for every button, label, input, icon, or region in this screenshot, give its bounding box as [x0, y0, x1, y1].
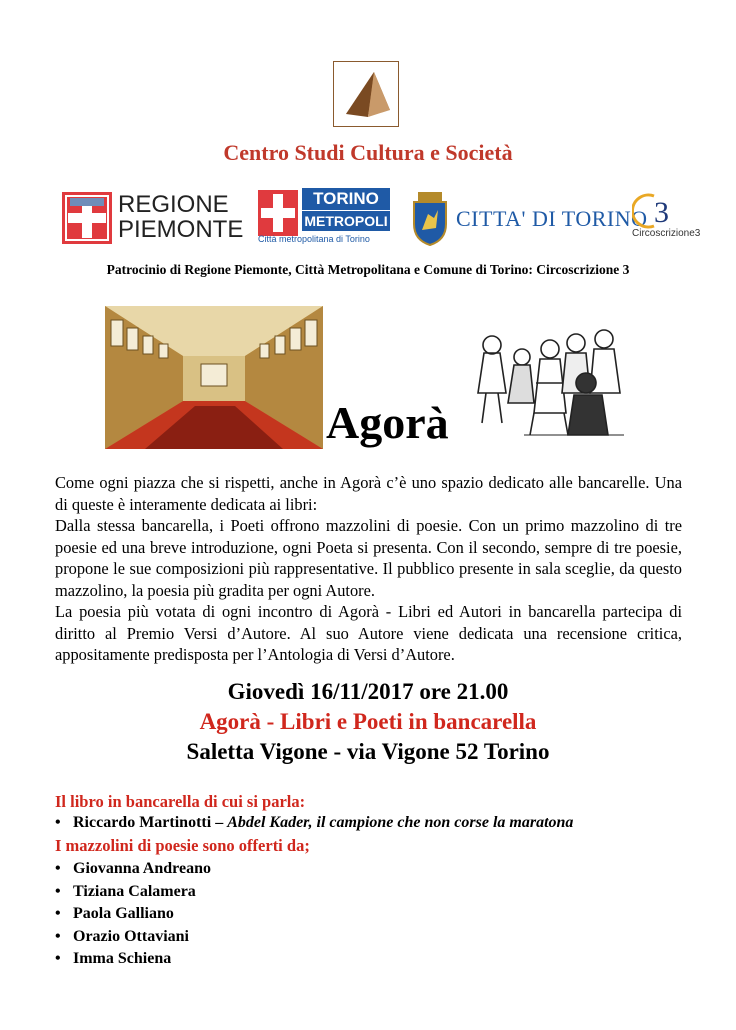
book-title: Abdel Kader, il campione che non corse la maratona [227, 814, 574, 831]
people-sketch-illustration [464, 323, 634, 443]
list-item [55, 903, 211, 926]
bullet: • [55, 950, 61, 967]
poet-name: Giovanna Andreano [73, 860, 211, 877]
poets-heading: I mazzolini di poesie sono offerti da; [55, 836, 310, 855]
org-title: Centro Studi Cultura e Società [223, 140, 513, 165]
centro-studi-logo [333, 61, 399, 127]
poets-list [55, 858, 211, 971]
description-body [55, 472, 682, 666]
regione-logo-line2: PIEMONTE [118, 216, 244, 243]
bullet: • [55, 860, 61, 877]
book-separator: – [211, 814, 228, 831]
book-list-item [55, 814, 573, 832]
torino-logo-line2: METROPOLI [302, 211, 390, 231]
description-paragraph-1: Come ogni piazza che si rispetti, anche in Agorà c’è uno spazio dedicato alle bancarelle. Una di queste è interamente dedicata ai libri: [55, 473, 682, 514]
torino-metropoli-logo [258, 188, 390, 246]
description-paragraph-3: La poesia più votata di ogni incontro di Agorà - Libri ed Autori in bancarella partecipa di diritto al Premio Versi d’Autore. Al suo Autore viene dedicata una recensione critica, appositamente predisposta per l’Antologia di Versi d’Autore. [55, 602, 682, 664]
bullet: • [55, 814, 61, 831]
poet-name: Imma Schiena [73, 950, 172, 967]
list-item [55, 858, 211, 881]
citta-di-torino-logo [410, 192, 648, 246]
event-venue: Saletta Vigone - via Vigone 52 Torino [186, 739, 550, 764]
regione-piemonte-logo [62, 191, 244, 244]
list-item [55, 948, 211, 971]
main-title: Agorà [326, 397, 449, 448]
bullet: • [55, 927, 61, 945]
bullet: • [55, 882, 61, 900]
regione-logo-line1: REGIONE [118, 191, 229, 218]
exhibition-hall-photo [105, 306, 323, 449]
circoscrizione-3-logo [632, 192, 722, 246]
torino-logo-line1: TORINO [302, 188, 390, 210]
book-heading: Il libro in bancarella di cui si parla: [55, 792, 306, 811]
poet-name: Paola Galliano [73, 905, 174, 922]
svg-text:3: 3 [654, 196, 669, 229]
patronage-text: Patrocinio di Regione Piemonte, Città Metropolitana e Comune di Torino: Circoscrizione 3 [106, 262, 630, 277]
poet-name: Orazio Ottaviani [73, 927, 189, 945]
description-paragraph-2: Dalla stessa bancarella, i Poeti offrono mazzolini di poesie. Con un primo mazzolino di tre poesie ed una breve introduzione, ogni Poeta si presenta. Con il secondo, sempre di tre poesie, propone le sue composizioni più rappresentative. Il pubblico presente in sala sceglie, da questo mazzolino, la poesia più gradita per ogni Autore. [55, 516, 682, 600]
event-date: Giovedì 16/11/2017 ore 21.00 [227, 679, 509, 704]
bullet: • [55, 905, 61, 922]
circ-logo-text: Circoscrizione3 [632, 228, 701, 239]
torino-shield-icon [410, 192, 450, 246]
list-item [55, 926, 211, 949]
book-author: Riccardo Martinotti [73, 814, 212, 831]
torino-logo-sub: Città metropolitana di Torino [258, 234, 370, 244]
citta-logo-text: CITTA' DI TORINO [456, 206, 648, 231]
list-item [55, 881, 211, 904]
event-name: Agorà - Libri e Poeti in bancarella [199, 709, 537, 734]
poet-name: Tiziana Calamera [73, 882, 196, 900]
